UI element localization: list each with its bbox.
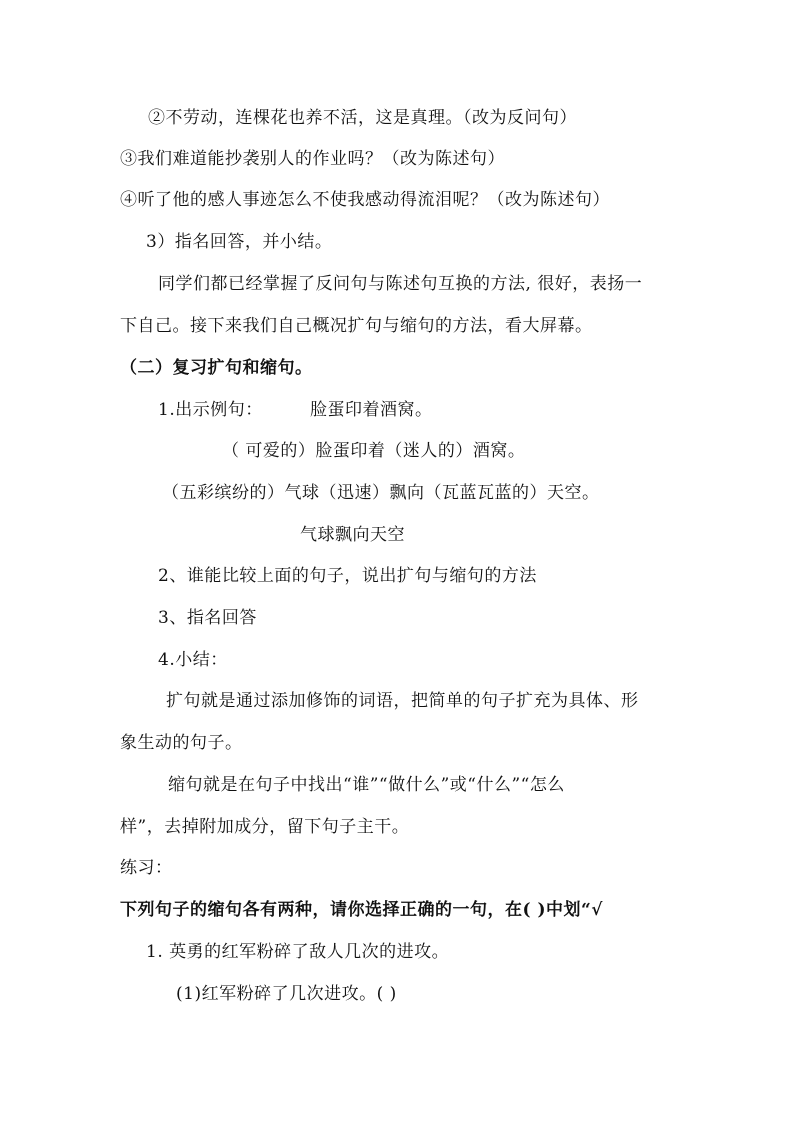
summary-paragraph-line-2: 下自己。接下来我们自己概况扩句与缩句的方法，看大屏幕。: [120, 316, 593, 336]
condensation-definition-line-1: 缩句就是在句子中找出“谁”“做什么”或“什么”“怎么: [168, 775, 565, 795]
practice-option-1: (1)红军粉碎了几次进攻。( ): [176, 984, 397, 1004]
example-sentence-base: 脸蛋印着酒窝。: [310, 400, 433, 420]
example-sentence-condensed: 气球飘向天空: [300, 525, 405, 545]
practice-instruction: 下列句子的缩句各有两种，请你选择正确的一句，在( )中划“√: [120, 900, 603, 920]
section-heading: （二）复习扩句和缩句。: [120, 358, 313, 378]
expansion-definition-line-1: 扩句就是通过添加修饰的词语，把简单的句子扩充为具体、形: [166, 691, 639, 711]
practice-question-1: 1. 英勇的红军粉碎了敌人几次的进攻。: [146, 942, 450, 962]
exercise-item-2: ②不劳动，连棵花也养不活，这是真理。（改为反问句）: [148, 108, 577, 128]
exercise-item-4: ④听了他的感人事迹怎么不使我感动得流泪呢？（改为陈述句）: [120, 190, 610, 210]
example-sentence-expanded-2: （五彩缤纷的）气球（迅速）飘向（瓦蓝瓦蓝的）天空。: [162, 483, 600, 503]
expansion-definition-line-2: 象生动的句子。: [120, 733, 243, 753]
practice-label: 练习：: [120, 858, 173, 878]
condensation-definition-line-2: 样”，去掉附加成分，留下句子主干。: [120, 817, 410, 837]
exercise-item-3: ③我们难道能抄袭别人的作业吗？（改为陈述句）: [120, 149, 505, 169]
summary-paragraph-line-1: 同学们都已经掌握了反问句与陈述句互换的方法, 很好，表扬一: [158, 274, 643, 294]
step-2-question: 2、谁能比较上面的句子，说出扩句与缩句的方法: [158, 566, 537, 586]
step-3-answer: 3）指名回答，并小结。: [146, 232, 333, 252]
step-4-summary-label: 4.小结：: [158, 650, 228, 670]
example-sentence-expanded-1: （ 可爱的）脸蛋印着（迷人的）酒窝。: [222, 441, 526, 461]
step-3-answer-2: 3、指名回答: [158, 608, 257, 628]
example-label: 1.出示例句：: [158, 400, 263, 420]
